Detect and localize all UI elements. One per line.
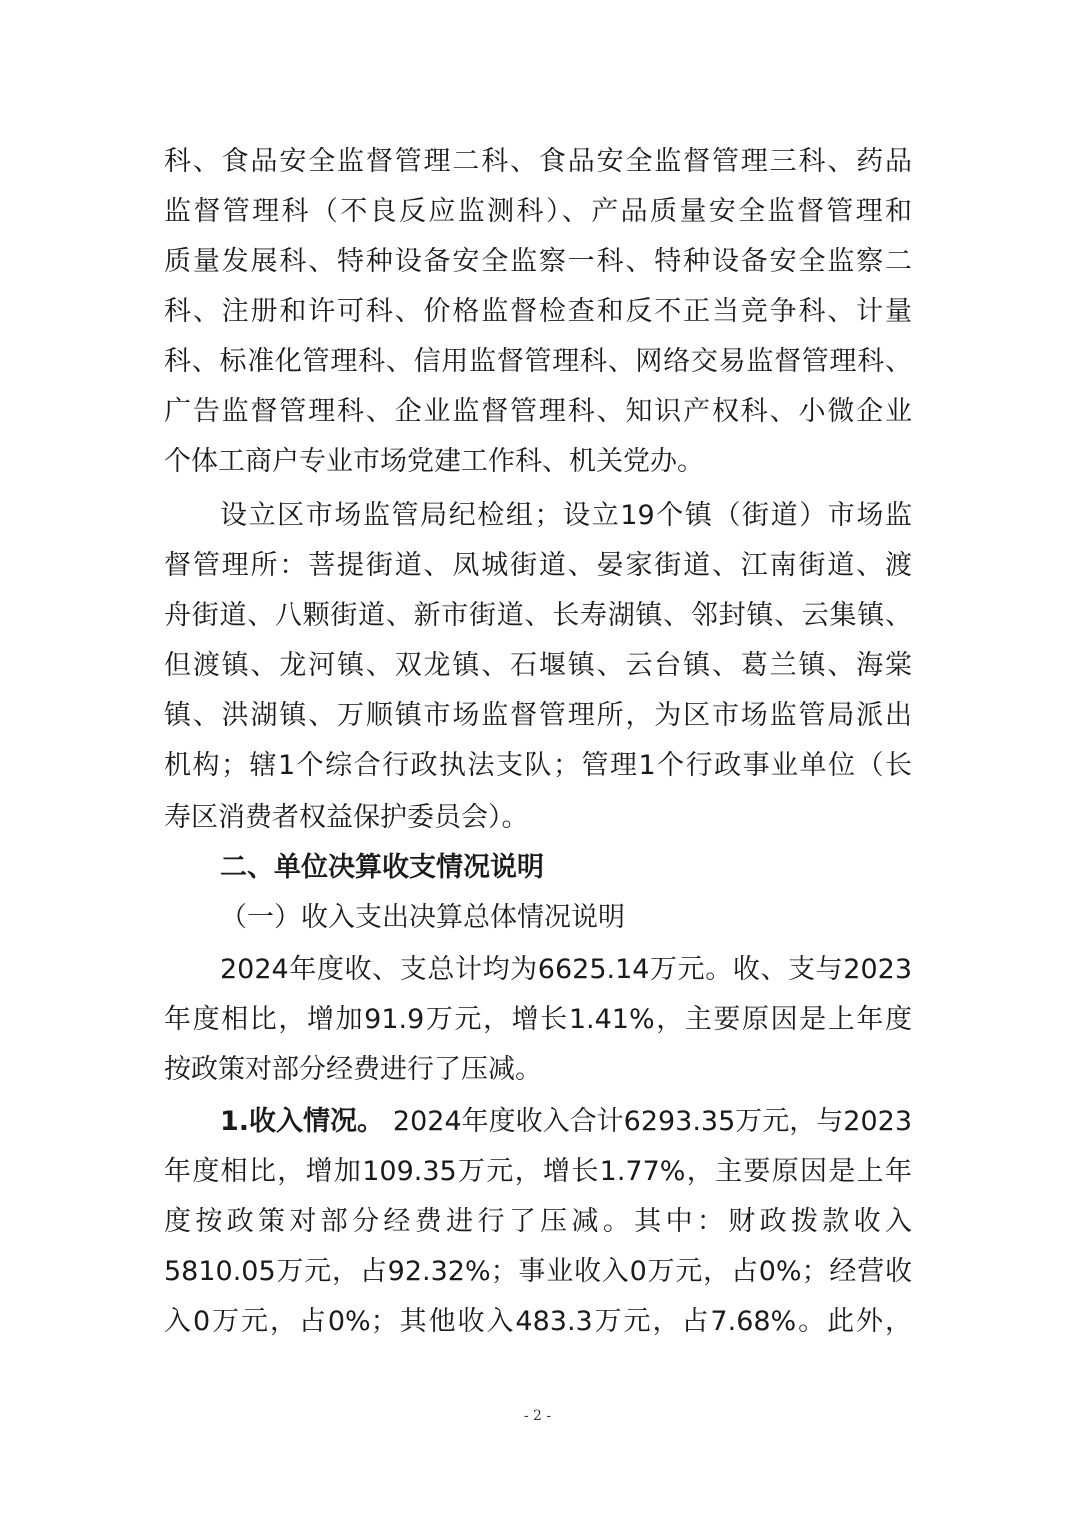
- page-number: - 2 -: [523, 1408, 552, 1424]
- text-line-13: 机构；辖1个综合行政执法支队；管理1个行政事业单位（长: [164, 750, 912, 781]
- income-label: 1.收入情况。: [220, 1106, 385, 1137]
- income-paragraph-first-line: [220, 1097, 912, 1147]
- text-line-15: 2024年度收、支总计均为6625.14万元。收、支与2023: [220, 954, 912, 985]
- text-line-8: 设立区市场监管局纪检组；设立19个镇（街道）市场监: [220, 500, 912, 531]
- subsection-heading-1: （一）收入支出决算总体情况说明: [220, 902, 625, 933]
- text-line-18: 年度相比，增加109.35万元，增长1.77%，主要原因是上年: [164, 1156, 912, 1187]
- text-line-17: 按政策对部分经费进行了压减。: [164, 1054, 542, 1085]
- income-line-text: 2024年度收入合计6293.35万元，与2023: [392, 1106, 912, 1137]
- text-line-14: 寿区消费者权益保护委员会）。: [164, 802, 529, 833]
- text-line-4: 科、注册和许可科、价格监督检查和反不正当竞争科、计量: [164, 296, 912, 327]
- text-line-7: 个体工商户专业市场党建工作科、机关党办。: [164, 446, 704, 477]
- text-line-10: 舟街道、八颗街道、新市街道、长寿湖镇、邻封镇、云集镇、: [164, 600, 912, 631]
- text-line-12: 镇、洪湖镇、万顺镇市场监督管理所，为区市场监管局派出: [164, 700, 912, 731]
- text-line-20: 5810.05万元，占92.32%；事业收入0万元，占0%；经营收: [164, 1256, 912, 1287]
- text-line-19: 度按政策对部分经费进行了压减。其中：财政拨款收入: [164, 1206, 912, 1237]
- section-heading-2: 二、单位决算收支情况说明: [220, 852, 544, 883]
- text-line-2: 监督管理科（不良反应监测科）、产品质量安全监督管理和: [164, 196, 912, 227]
- text-line-9: 督管理所：菩提街道、凤城街道、晏家街道、江南街道、渡: [164, 550, 912, 581]
- text-line-11: 但渡镇、龙河镇、双龙镇、石堰镇、云台镇、葛兰镇、海棠: [164, 650, 912, 681]
- text-line-1: 科、食品安全监督管理二科、食品安全监督管理三科、药品: [164, 146, 912, 177]
- text-line-5: 科、标准化管理科、信用监督管理科、网络交易监督管理科、: [164, 346, 912, 377]
- text-line-21: 入0万元，占0%；其他收入483.3万元，占7.68%。此外，: [164, 1306, 912, 1337]
- text-line-16: 年度相比，增加91.9万元，增长1.41%，主要原因是上年度: [164, 1004, 912, 1035]
- text-line-6: 广告监督管理科、企业监督管理科、知识产权科、小微企业: [164, 396, 912, 427]
- text-line-3: 质量发展科、特种设备安全监察一科、特种设备安全监察二: [164, 246, 912, 277]
